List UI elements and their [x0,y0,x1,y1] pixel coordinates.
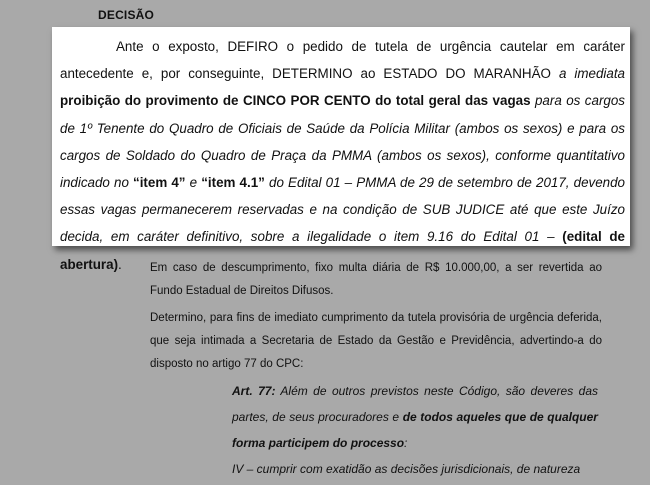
decision-text-part: . [118,256,122,272]
article-text-bold: de todos aqueles que de qualquer forma participem do processo [232,410,598,450]
decision-text-bold: “item 4” [133,175,186,191]
article-quote [232,378,598,456]
penalty-paragraph: Em caso de descumprimento, fixo multa diária de R$ 10.000,00, a ser revertida ao Fundo Estadual de Direitos Difusos. [150,262,602,297]
article-text: Além de outros previstos neste Código, são deveres das partes, de seus procuradores e [232,384,598,424]
decision-text-part: Ante o exposto, DEFIRO o pedido de tutela de urgência cautelar em caráter antecedente e, por conseguinte, DETERMINO ao ESTADO DO MARANHÃO [60,39,625,82]
article-item: IV – cumprir com exatidão as decisões jurisdicionais, de natureza [232,462,581,476]
section-heading: DECISÃO [98,8,155,22]
article-text: : [404,436,408,450]
decision-text-bold: (edital de abertura) [60,229,626,272]
decision-text-italic: para os cargos de 1º Tenente do Quadro de Oficiais de Saúde da Polícia Militar (ambos os sexos) e para os cargos de Soldado do Quadro de Praça da PMMA (ambos os sexos), conforme quantitativo indicado no [60,93,626,191]
decision-text-italic: a imediata [558,66,625,82]
article-number: Art. 77: [232,384,276,398]
decision-text-bold: proibição do provimento de CINCO POR CENTO do total geral das vagas [60,93,531,109]
decision-text-italic: e [185,175,202,191]
highlighted-excerpt-text [60,33,625,278]
decision-paragraph [60,33,625,278]
notification-paragraph: Determino, para fins de imediato cumprimento da tutela provisória de urgência deferida, que seja intimada a Secretaria de Estado da Gestão e Previdência, advertindo-a do disposto no artigo 77 do CPC: [150,312,602,370]
decision-text-italic: do Edital 01 – PMMA de 29 de setembro de 2017, devendo essas vagas permanecerem reservadas e na condição de SUB JUDICE até que este Juízo decida, em caráter definitivo, sobre a ilegalidade o item 9.16 do Edital 01 – [60,175,626,245]
decision-text-bold: “item 4.1” [201,175,265,191]
